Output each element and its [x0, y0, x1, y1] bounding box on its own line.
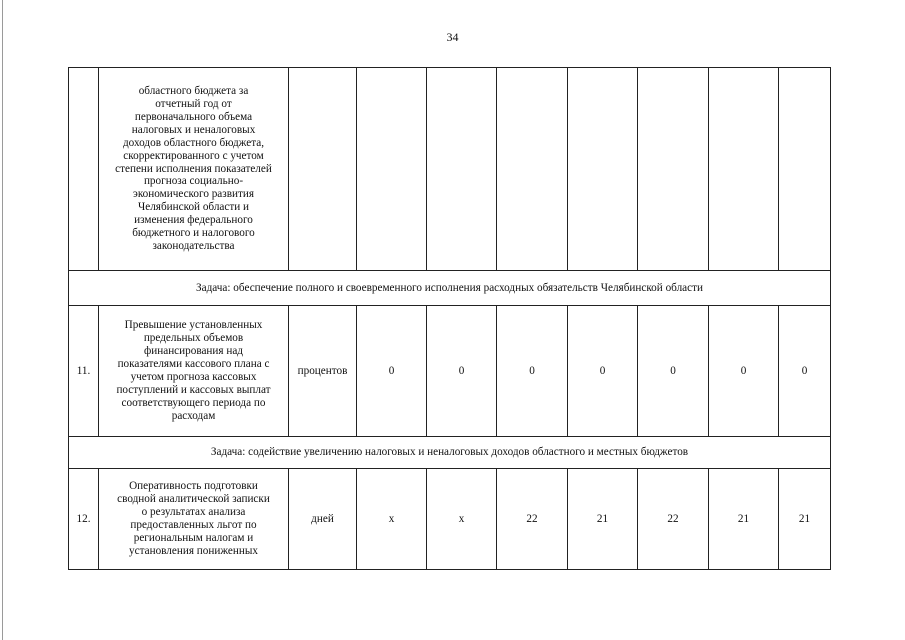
value-cell: 0: [779, 306, 831, 437]
value-cell: 0: [709, 306, 779, 437]
value-cell: [357, 68, 427, 271]
value-cell: 0: [638, 306, 709, 437]
indicator-name: Превышение установленных предельных объемов финансирования над показателями кассового плана с учетом прогноза кассовых поступлений и кассовых выплат соответствующего периода по расходам: [99, 306, 289, 437]
table-row: [69, 68, 831, 271]
row-number: 11.: [69, 306, 99, 437]
value-cell: 21: [779, 469, 831, 570]
value-cell: х: [357, 469, 427, 570]
value-cell: [427, 68, 497, 271]
task-heading: Задача: обеспечение полного и своевременного исполнения расходных обязательств Челябинской области: [69, 271, 831, 306]
page-left-edge: [2, 0, 3, 640]
value-cell: 22: [638, 469, 709, 570]
unit-cell: [289, 68, 357, 271]
indicators-table: [68, 67, 831, 570]
unit-cell: дней: [289, 469, 357, 570]
value-cell: 0: [427, 306, 497, 437]
table-row: [69, 469, 831, 570]
value-cell: 0: [497, 306, 568, 437]
value-cell: [638, 68, 709, 271]
value-cell: 21: [568, 469, 638, 570]
row-number: 12.: [69, 469, 99, 570]
value-cell: х: [427, 469, 497, 570]
value-cell: [709, 68, 779, 271]
row-number: [69, 68, 99, 271]
page-number: 34: [446, 30, 459, 44]
value-cell: 22: [497, 469, 568, 570]
indicator-name: Оперативность подготовки сводной аналитической записки о результатах анализа предоставленных льгот по региональным налогам и установления пониженных: [99, 469, 289, 570]
indicator-name: областного бюджета за отчетный год от первоначального объема налоговых и неналоговых доходов областного бюджета, скорректированного с учетом степени исполнения показателей прогноза социально- экономического развития Челябинской области и изменения федерального бюджетного и налогового законодательства: [99, 68, 289, 271]
value-cell: 0: [568, 306, 638, 437]
task-row: [69, 271, 831, 306]
unit-cell: процентов: [289, 306, 357, 437]
value-cell: 21: [709, 469, 779, 570]
task-row: [69, 437, 831, 469]
value-cell: [497, 68, 568, 271]
table-row: [69, 306, 831, 437]
task-heading: Задача: содействие увеличению налоговых и неналоговых доходов областного и местных бюджетов: [69, 437, 831, 469]
value-cell: [779, 68, 831, 271]
value-cell: [568, 68, 638, 271]
value-cell: 0: [357, 306, 427, 437]
